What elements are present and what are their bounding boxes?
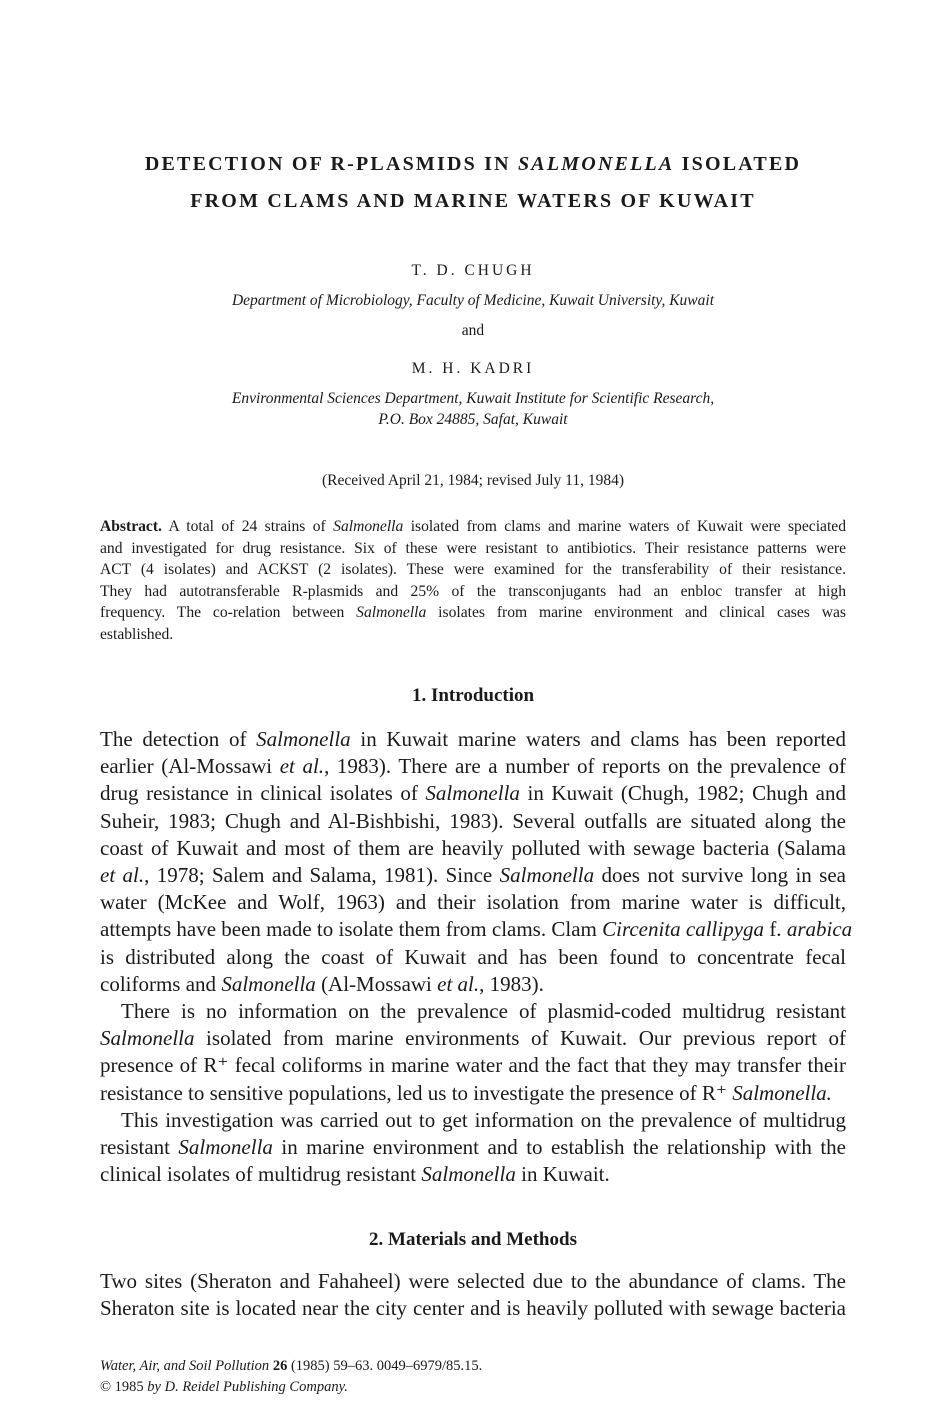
text-run: Suheir, 1983; Chugh and Al-Bishbishi, 1983). Several outfalls are situated along the <box>100 808 846 833</box>
text-run: (1985) 59–63. 0049–6979/85.15. <box>287 1358 483 1374</box>
author-affiliation: Department of Microbiology, Faculty of Medicine, Kuwait University, Kuwait <box>231 292 714 309</box>
italic-text: by D. Reidel Publishing Company. <box>147 1379 348 1395</box>
text-run: in Kuwait. <box>515 1162 610 1187</box>
italic-text: Salmonella <box>421 1162 516 1187</box>
text-run: DETECTION OF R-PLASMIDS IN <box>144 153 518 175</box>
text-run: and investigated for drug resistance. Six of these were resistant to antibiotics. Their resistance patterns were <box>100 539 846 557</box>
text-line <box>100 809 846 834</box>
text-run: Sheraton site is located near the city center and is heavily polluted with sewage bacteria <box>100 1296 846 1321</box>
text-run: , 1983). There are a number of reports on the prevalence of <box>324 754 846 779</box>
copyright-notice <box>100 1379 348 1396</box>
text-line <box>100 754 846 779</box>
text-run: established. <box>100 626 174 643</box>
section-heading: 2. Materials and Methods <box>369 1229 577 1250</box>
text-run: frequency. The co-relation between <box>100 604 357 622</box>
text-line <box>100 945 846 970</box>
bold-text: 26 <box>272 1358 288 1374</box>
text-line <box>100 1135 846 1160</box>
author-name: T. D. CHUGH <box>411 262 535 279</box>
author-affiliation: P.O. Box 24885, Safat, Kuwait <box>378 411 568 428</box>
italic-text: Water, Air, and Soil Pollution <box>100 1358 270 1374</box>
author-name: M. H. KADRI <box>411 360 535 377</box>
text-run: clinical isolates of multidrug resistant <box>100 1162 422 1187</box>
text-line <box>121 999 846 1024</box>
section-heading: 1. Introduction <box>411 685 535 706</box>
paper-title-line-2: FROM CLAMS AND MARINE WATERS OF KUWAIT <box>190 190 756 212</box>
text-line <box>100 561 846 579</box>
text-line <box>100 604 846 622</box>
text-run: (Al-Mossawi <box>315 971 438 996</box>
text-run: ISOLATED <box>674 153 802 175</box>
italic-text: Salmonella. <box>732 1080 832 1105</box>
text-run: f. <box>764 917 787 942</box>
text-line <box>100 1296 846 1321</box>
text-line <box>100 836 846 861</box>
italic-text: arabica <box>786 917 853 942</box>
text-run: drug resistance in clinical isolates of <box>100 781 426 806</box>
text-run: is distributed along the coast of Kuwait and has been found to concentrate fecal <box>100 944 846 969</box>
text-line <box>100 626 846 644</box>
text-run: presence of R⁺ fecal coliforms in marine water and the fact that they may transfer their <box>100 1053 846 1078</box>
text-line <box>121 1108 846 1133</box>
text-run: attempts have been made to isolate them from clams. Clam <box>100 917 603 942</box>
text-run: isolated from clams and marine waters of Kuwait were speciated <box>403 518 846 535</box>
text-run: A total of 24 strains of <box>161 518 334 535</box>
italic-text: Salmonella <box>425 781 520 806</box>
text-run: in Kuwait (Chugh, 1982; Chugh and <box>519 781 846 806</box>
text-line <box>100 863 846 888</box>
text-run: in marine environment and to establish the relationship with the <box>272 1135 846 1159</box>
text-run: ACT (4 isolates) and ACKST (2 isolates). These were examined for the transferability of their resistance. <box>100 561 846 579</box>
text-line <box>100 972 846 997</box>
italic-text: Salmonella <box>256 727 351 751</box>
text-line <box>100 727 846 752</box>
text-line <box>100 583 846 601</box>
italic-text: Circenita callipyga <box>602 917 765 942</box>
italic-text: Salmonella <box>333 518 404 535</box>
text-run: isolates from marine environment and clinical cases was <box>426 604 846 622</box>
text-run: coliforms and <box>100 971 222 996</box>
text-run: does not survive long in sea <box>594 863 846 887</box>
text-run: isolated from marine environments of Kuwait. Our previous report of <box>194 1026 846 1051</box>
italic-text: et al. <box>279 754 325 779</box>
text-run: , 1983). <box>479 971 544 996</box>
text-run: in Kuwait marine waters and clams has been reported <box>350 727 847 751</box>
text-run: © 1985 <box>100 1379 148 1395</box>
text-run: The detection of <box>100 727 257 751</box>
text-run: Two sites (Sheraton and Fahaheel) were selected due to the abundance of clams. The <box>100 1269 846 1293</box>
and-separator: and <box>461 322 485 339</box>
text-line <box>100 1081 846 1106</box>
text-run: resistant <box>100 1135 179 1159</box>
text-line <box>100 1269 846 1294</box>
text-run: earlier (Al-Mossawi <box>100 754 280 779</box>
text-line <box>100 1162 846 1187</box>
text-line <box>100 917 853 942</box>
text-run: resistance to sensitive populations, led us to investigate the presence of R⁺ <box>100 1080 733 1105</box>
italic-text: SALMONELLA <box>517 153 675 175</box>
text-line <box>100 518 846 536</box>
text-run: , 1978; Salem and Salama, 1981). Since <box>144 863 500 887</box>
text-line <box>100 890 846 915</box>
bold-text: Abstract. <box>100 518 162 535</box>
paper-title-line-1 <box>0 153 946 176</box>
italic-text: et al. <box>437 971 480 996</box>
text-line <box>100 540 846 558</box>
italic-text: Salmonella <box>100 1026 195 1051</box>
text-line <box>100 1026 846 1051</box>
italic-text: Salmonella <box>356 604 427 622</box>
author-affiliation: Environmental Sciences Department, Kuwait Institute for Scientific Research, <box>231 390 715 407</box>
italic-text: Salmonella <box>178 1135 273 1159</box>
italic-text: Salmonella <box>221 971 316 996</box>
text-line <box>100 1053 846 1078</box>
text-run: They had autotransferable R-plasmids and 25% of the transconjugants had an enbloc transfer at high <box>100 582 846 600</box>
text-run: coast of Kuwait and most of them are heavily polluted with sewage bacteria (Salama <box>100 835 846 860</box>
text-run: This investigation was carried out to get information on the prevalence of multidrug <box>121 1107 846 1132</box>
journal-citation <box>100 1358 482 1375</box>
text-run: There is no information on the prevalence of plasmid-coded multidrug resistant <box>121 999 846 1023</box>
text-line <box>100 781 846 806</box>
received-dates: (Received April 21, 1984; revised July 11, 1984) <box>321 472 625 489</box>
italic-text: Salmonella <box>499 863 595 887</box>
italic-text: et al. <box>100 863 145 887</box>
text-run: water (McKee and Wolf, 1963) and their isolation from marine water is difficult, <box>100 890 846 915</box>
